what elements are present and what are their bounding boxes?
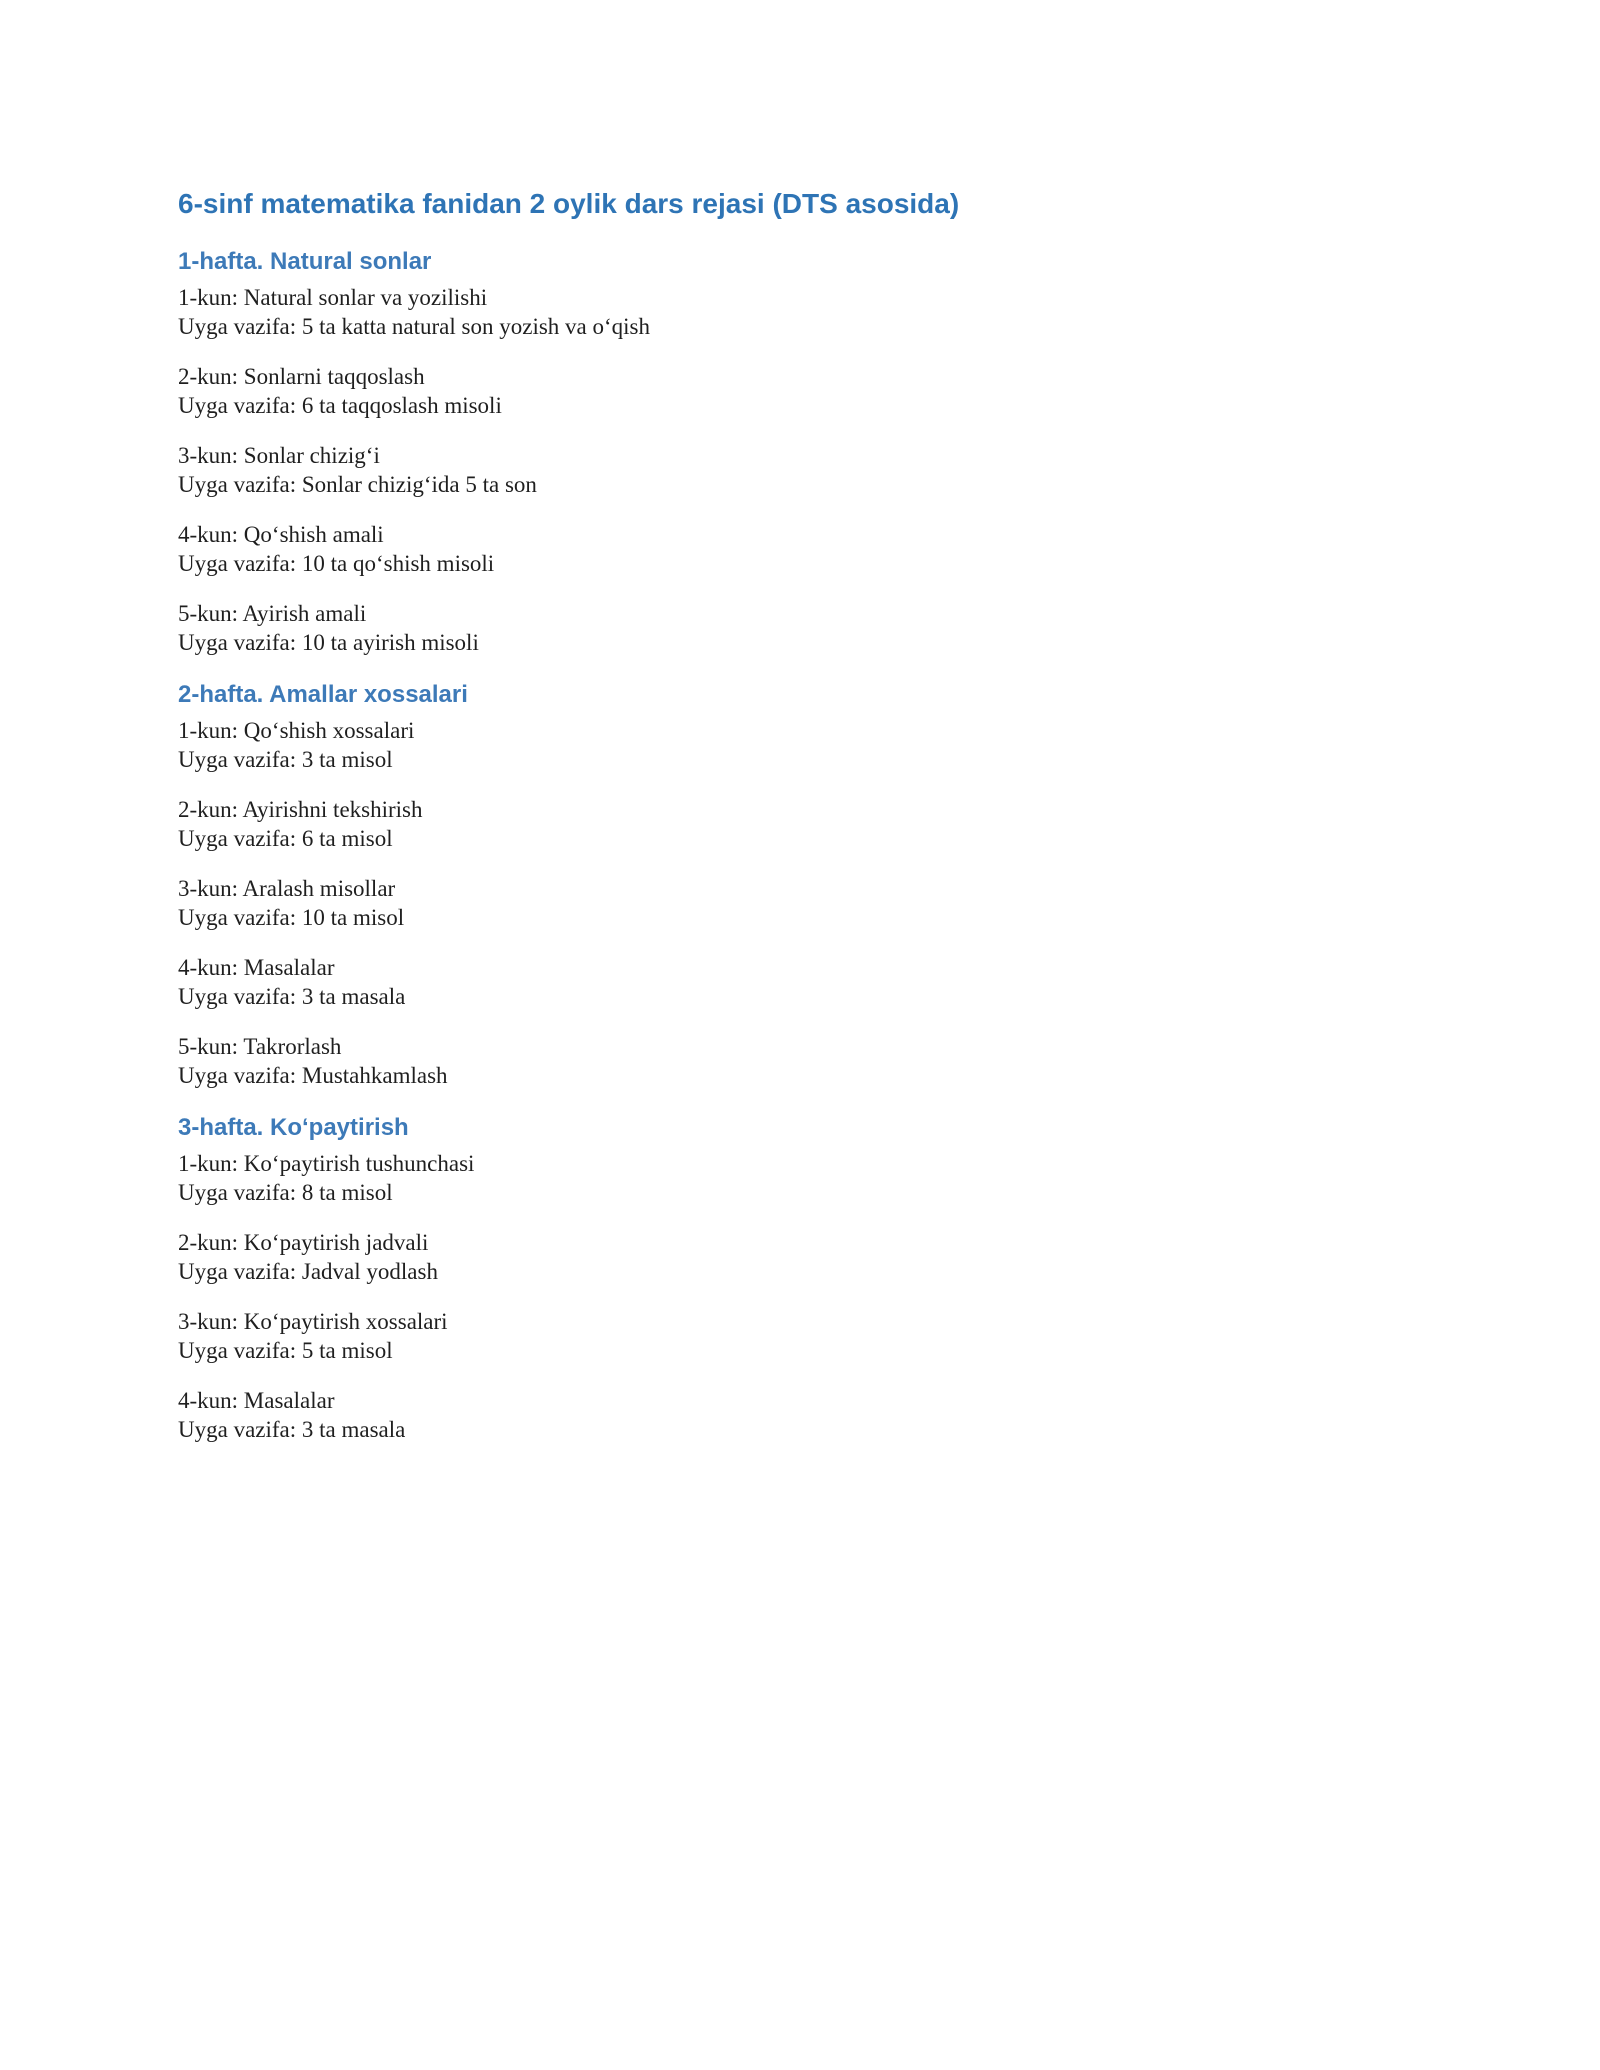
homework-line: Uyga vazifa: 10 ta ayirish misoli (178, 630, 479, 655)
lesson-line: 3-kun: Aralash misollar (178, 876, 396, 901)
lesson-line: 1-kun: Qo‘shish xossalari (178, 718, 415, 743)
homework-line: Uyga vazifa: 3 ta masala (178, 1417, 406, 1442)
day-block (178, 1386, 1422, 1444)
homework-line: Uyga vazifa: 10 ta misol (178, 905, 405, 930)
section-days (178, 716, 1422, 1090)
day-block (178, 1032, 1422, 1090)
lesson-line: 4-kun: Masalalar (178, 955, 335, 980)
day-block (178, 1149, 1422, 1207)
lesson-line: 1-kun: Ko‘paytirish tushunchasi (178, 1151, 475, 1176)
lesson-line: 2-kun: Ko‘paytirish jadvali (178, 1230, 429, 1255)
week-section (178, 246, 1422, 657)
section-days (178, 283, 1422, 657)
day-block (178, 716, 1422, 774)
homework-line: Uyga vazifa: 8 ta misol (178, 1180, 393, 1205)
week-section (178, 1112, 1422, 1444)
lesson-line: 1-kun: Natural sonlar va yozilishi (178, 285, 488, 310)
section-heading: 2-hafta. Amallar xossalari (178, 681, 468, 708)
lesson-line: 3-kun: Ko‘paytirish xossalari (178, 1309, 448, 1334)
day-block (178, 1307, 1422, 1365)
lesson-line: 4-kun: Qo‘shish amali (178, 522, 384, 547)
homework-line: Uyga vazifa: Mustahkamlash (178, 1063, 448, 1088)
homework-line: Uyga vazifa: 5 ta misol (178, 1338, 393, 1363)
week-section (178, 679, 1422, 1090)
section-heading: 3-hafta. Ko‘paytirish (178, 1114, 409, 1141)
section-heading: 1-hafta. Natural sonlar (178, 248, 432, 275)
homework-line: Uyga vazifa: Jadval yodlash (178, 1259, 438, 1284)
document-title: 6-sinf matematika fanidan 2 oylik dars rejasi (DTS asosida) (178, 188, 960, 219)
homework-line: Uyga vazifa: Sonlar chizig‘ida 5 ta son (178, 472, 537, 497)
day-block (178, 1228, 1422, 1286)
lesson-line: 2-kun: Ayirishni tekshirish (178, 797, 423, 822)
lesson-line: 2-kun: Sonlarni taqqoslash (178, 364, 425, 389)
document-body (178, 246, 1422, 1444)
homework-line: Uyga vazifa: 3 ta misol (178, 747, 393, 772)
day-block (178, 520, 1422, 578)
section-days (178, 1149, 1422, 1444)
day-block (178, 874, 1422, 932)
lesson-line: 3-kun: Sonlar chizig‘i (178, 443, 380, 468)
day-block (178, 795, 1422, 853)
homework-line: Uyga vazifa: 3 ta masala (178, 984, 406, 1009)
day-block (178, 599, 1422, 657)
day-block (178, 362, 1422, 420)
homework-line: Uyga vazifa: 10 ta qo‘shish misoli (178, 551, 495, 576)
day-block (178, 283, 1422, 341)
homework-line: Uyga vazifa: 6 ta taqqoslash misoli (178, 393, 502, 418)
lesson-line: 4-kun: Masalalar (178, 1388, 335, 1413)
lesson-line: 5-kun: Ayirish amali (178, 601, 367, 626)
day-block (178, 441, 1422, 499)
day-block (178, 953, 1422, 1011)
homework-line: Uyga vazifa: 5 ta katta natural son yozish va o‘qish (178, 314, 650, 339)
homework-line: Uyga vazifa: 6 ta misol (178, 826, 393, 851)
lesson-line: 5-kun: Takrorlash (178, 1034, 342, 1059)
